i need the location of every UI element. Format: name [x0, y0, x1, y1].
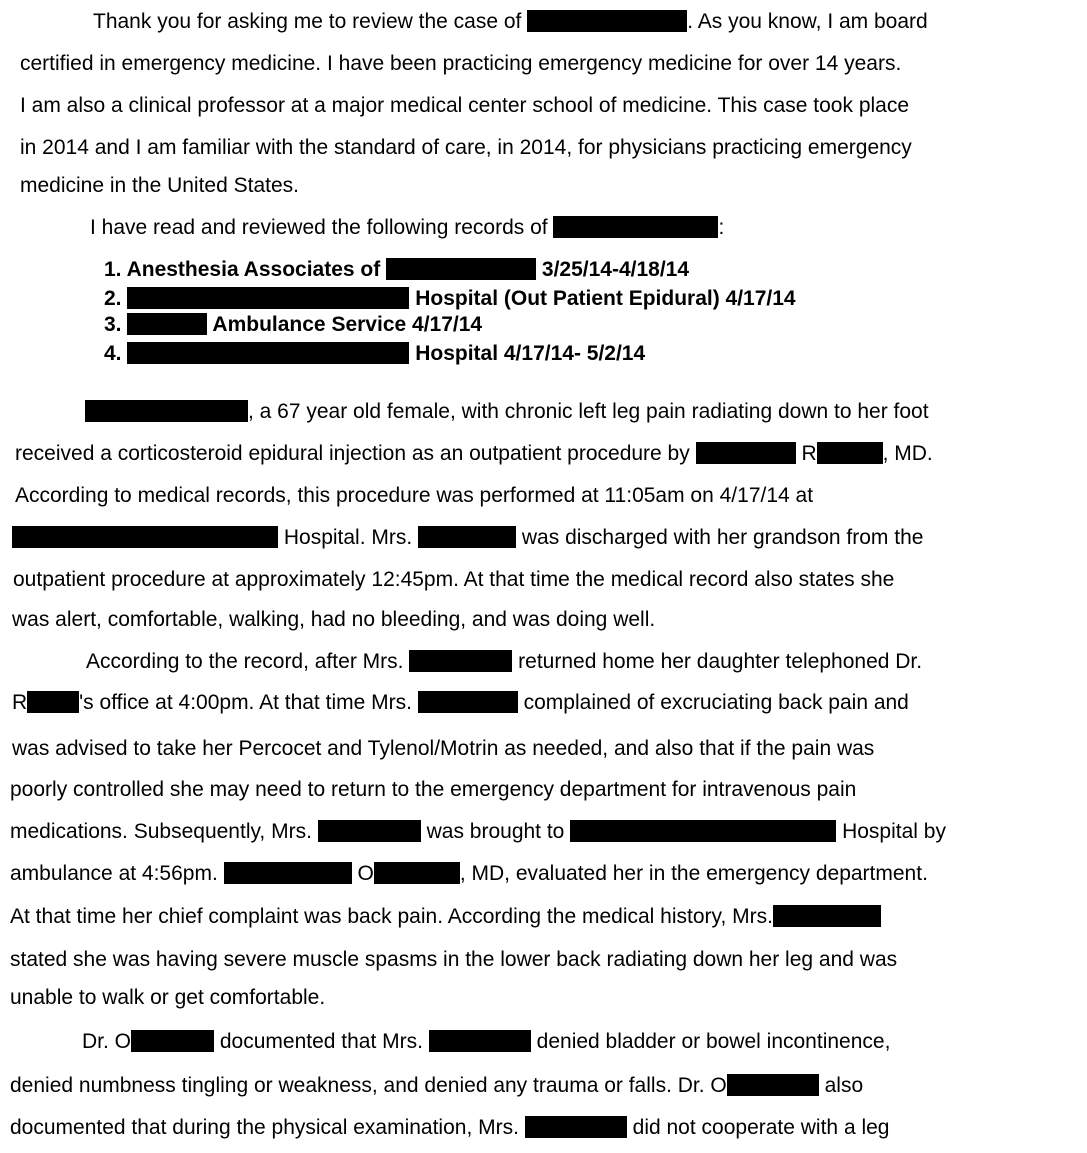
p3-line-9: unable to walk or get comfortable. [10, 986, 326, 1009]
p4-line-2 [10, 1074, 863, 1098]
p3-text: O [357, 862, 374, 885]
p2-line-3: According to medical records, this procedure was performed at 11:05am on 4/17/14 at [15, 484, 814, 507]
p4-text: Dr. O [82, 1030, 132, 1053]
redaction-block [127, 287, 409, 309]
p3-line-5 [10, 820, 946, 844]
redaction-block [418, 526, 516, 548]
p4-text: did not cooperate with a leg [632, 1116, 890, 1139]
redaction-block [570, 820, 836, 842]
p4-line-1 [82, 1030, 890, 1054]
p3-text: Hospital by [842, 820, 946, 843]
redaction-block [27, 691, 79, 713]
record-text: Anesthesia Associates of [126, 258, 381, 281]
p3-line-4: poorly controlled she may need to return to the emergency department for intravenous pain [10, 778, 857, 801]
record-text: Ambulance Service 4/17/14 [212, 313, 483, 336]
records-lead-line [90, 216, 724, 240]
record-item-1 [104, 258, 689, 282]
redaction-block [85, 400, 248, 422]
redaction-block [127, 342, 409, 364]
record-number: 1. [104, 258, 122, 281]
intro-line-3: I am also a clinical professor at a major medical center school of medicine. This case took place [20, 94, 910, 117]
intro-line-5: medicine in the United States. [20, 174, 299, 197]
p4-text: denied bladder or bowel incontinence, [536, 1030, 891, 1053]
record-item-3 [104, 313, 482, 337]
p3-text: medications. Subsequently, Mrs. [10, 820, 312, 843]
redaction-block [727, 1074, 819, 1096]
p3-text: According to the record, after Mrs. [86, 650, 404, 673]
redaction-block [817, 442, 883, 464]
redaction-block [12, 526, 278, 548]
p3-text: complained of excruciating back pain and [523, 691, 909, 714]
redaction-block [131, 1030, 214, 1052]
record-text: Hospital (Out Patient Epidural) 4/17/14 [415, 287, 796, 310]
redaction-block [386, 258, 536, 280]
record-item-4 [104, 342, 645, 366]
p2-text: R [801, 442, 817, 465]
record-number: 2. [104, 287, 122, 310]
redaction-block [318, 820, 421, 842]
p3-text: At that time her chief complaint was back pain. According the medical history, Mrs. [10, 905, 773, 928]
p3-text: , MD, evaluated her in the emergency department. [459, 862, 928, 885]
intro-line-1 [93, 10, 928, 34]
record-item-2 [104, 287, 796, 311]
p3-line-1 [86, 650, 922, 674]
redaction-block [527, 10, 687, 32]
redaction-block [696, 442, 796, 464]
p2-text: was discharged with her grandson from the [521, 526, 924, 549]
p4-line-3 [10, 1116, 889, 1140]
p3-text: 's office at 4:00pm. At that time Mrs. [79, 691, 412, 714]
intro-line-4: in 2014 and I am familiar with the standard of care, in 2014, for physicians practicing emergency [20, 136, 912, 159]
colon: : [718, 216, 725, 239]
p2-line-6: was alert, comfortable, walking, had no bleeding, and was doing well. [12, 608, 656, 631]
p2-line-4 [12, 526, 923, 550]
p3-text: returned home her daughter telephoned Dr. [518, 650, 923, 673]
redaction-block [374, 862, 460, 884]
redaction-block [127, 313, 207, 335]
p2-line-5: outpatient procedure at approximately 12:45pm. At that time the medical record also states she [13, 568, 895, 591]
redaction-block [525, 1116, 627, 1138]
p3-text: was brought to [426, 820, 565, 843]
record-number: 3. [104, 313, 122, 336]
p3-line-3: was advised to take her Percocet and Tylenol/Motrin as needed, and also that if the pain was [12, 737, 875, 760]
record-number: 4. [104, 342, 122, 365]
redaction-block [429, 1030, 531, 1052]
p2-text: received a corticosteroid epidural injection as an outpatient procedure by [15, 442, 690, 465]
p3-line-6 [10, 862, 928, 886]
intro-text: . As you know, I am board [687, 10, 928, 33]
p2-line-2 [15, 442, 933, 466]
p3-line-2 [12, 691, 909, 715]
intro-text: Thank you for asking me to review the case of [93, 10, 522, 33]
p3-line-8: stated she was having severe muscle spasms in the lower back radiating down her leg and was [10, 948, 898, 971]
p2-text: , a 67 year old female, with chronic left leg pain radiating down to her foot [248, 400, 929, 423]
p2-text: , MD. [882, 442, 933, 465]
redaction-block [553, 216, 718, 238]
p3-text: ambulance at 4:56pm. [10, 862, 218, 885]
redaction-block [418, 691, 518, 713]
intro-line-2: certified in emergency medicine. I have been practicing emergency medicine for over 14 years. [20, 52, 902, 75]
p4-text: documented that during the physical examination, Mrs. [10, 1116, 519, 1139]
record-text: Hospital 4/17/14- 5/2/14 [415, 342, 646, 365]
record-text: 3/25/14-4/18/14 [541, 258, 690, 281]
p4-text: documented that Mrs. [219, 1030, 423, 1053]
p3-line-7 [10, 905, 881, 929]
p4-text: also [824, 1074, 864, 1097]
p2-line-1 [85, 400, 929, 424]
p3-text: R [12, 691, 28, 714]
p2-text: Hospital. Mrs. [283, 526, 413, 549]
redaction-block [224, 862, 352, 884]
p4-text: denied numbness tingling or weakness, and denied any trauma or falls. Dr. O [10, 1074, 727, 1097]
records-lead-text: I have read and reviewed the following records of [90, 216, 548, 239]
redaction-block [409, 650, 512, 672]
redaction-block [773, 905, 881, 927]
